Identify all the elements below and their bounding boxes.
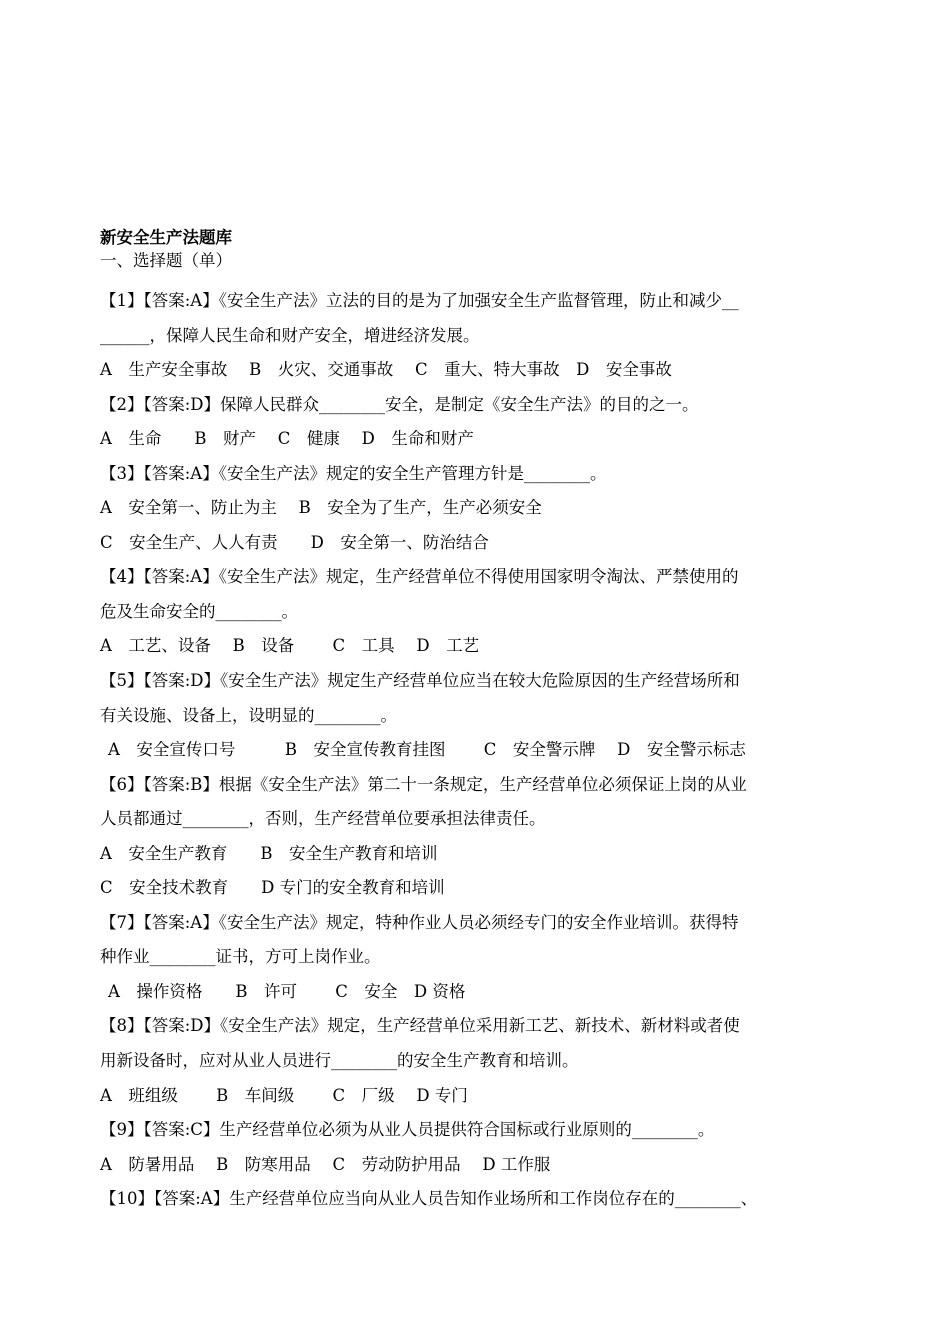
question-6-options-line-2: C 安全技术教育 D 专门的安全教育和培训 xyxy=(100,878,445,898)
question-6-stem-line-2: 人员都通过________，否则，生产经营单位要承担法律责任。 xyxy=(100,809,546,829)
question-5-options: A 安全宣传口号 B 安全宣传教育挂图 C 安全警示牌 D 安全警示标志 xyxy=(108,740,746,760)
question-6-stem-line-1: 【6】【答案:B】根据《安全生产法》第二十一条规定，生产经营单位必须保证上岗的从业 xyxy=(100,774,747,794)
question-9-options: A 防暑用品 B 防寒用品 C 劳动防护用品 D 工作服 xyxy=(100,1154,551,1174)
question-4-stem-line-1: 【4】【答案:A】《安全生产法》规定，生产经营单位不得使用国家明令淘汰、严禁使用的 xyxy=(100,567,739,587)
question-9-stem: 【9】【答案:C】生产经营单位必须为从业人员提供符合国标或行业原则的________。 xyxy=(100,1120,715,1140)
question-3-options-line-2: C 安全生产、人人有责 D 安全第一、防治结合 xyxy=(100,532,489,552)
section-heading: 一、选择题（单） xyxy=(100,251,232,270)
question-6-options-line-1: A 安全生产教育 B 安全生产教育和培训 xyxy=(100,843,438,863)
question-5-stem-line-2: 有关设施、设备上，设明显的________。 xyxy=(100,705,397,725)
question-4-options: A 工艺、设备 B 设备 C 工具 D 工艺 xyxy=(100,636,480,656)
question-8-options: A 班组级 B 车间级 C 厂级 D 专门 xyxy=(100,1085,468,1105)
question-1-options: A 生产安全事故 B 火灾、交通事故 C 重大、特大事故 D 安全事故 xyxy=(100,360,672,380)
question-2-options: A 生命 B 财产 C 健康 D 生命和财产 xyxy=(100,429,474,449)
question-4-stem-line-2: 危及生命安全的________。 xyxy=(100,601,298,621)
question-10-stem-line-1: 【10】【答案:A】生产经营单位应当向从业人员告知作业场所和工作岗位存在的________、 xyxy=(100,1189,758,1209)
question-8-stem-line-2: 用新设备时，应对从业人员进行________的安全生产教育和培训。 xyxy=(100,1051,579,1071)
question-3-stem: 【3】【答案:A】《安全生产法》规定的安全生产管理方针是________。 xyxy=(100,463,607,483)
question-list xyxy=(100,284,860,1217)
question-7-stem-line-1: 【7】【答案:A】《安全生产法》规定，特种作业人员必须经专门的安全作业培训。获得特 xyxy=(100,912,739,932)
question-1-stem-line-2: ______，保障人民生命和财产安全，增进经济发展。 xyxy=(100,325,480,345)
question-8-stem-line-1: 【8】【答案:D】《安全生产法》规定，生产经营单位采用新工艺、新技术、新材料或者使 xyxy=(100,1016,740,1036)
question-7-stem-line-2: 种作业________证书，方可上岗作业。 xyxy=(100,947,381,967)
question-7-options: A 操作资格 B 许可 C 安全 D 资格 xyxy=(108,981,466,1001)
document-title: 新安全生产法题库 xyxy=(100,228,232,247)
question-2-stem: 【2】【答案:D】保障人民群众________安全，是制定《安全生产法》的目的之一。 xyxy=(100,394,699,414)
question-3-options-line-1: A 安全第一、防止为主 B 安全为了生产，生产必须安全 xyxy=(100,498,542,518)
question-1-stem-line-1: 【1】【答案:A】《安全生产法》立法的目的是为了加强安全生产监督管理，防止和减少__ xyxy=(100,291,739,310)
question-5-stem-line-1: 【5】【答案:D】《安全生产法》规定生产经营单位应当在较大危险原因的生产经营场所和 xyxy=(100,671,740,691)
